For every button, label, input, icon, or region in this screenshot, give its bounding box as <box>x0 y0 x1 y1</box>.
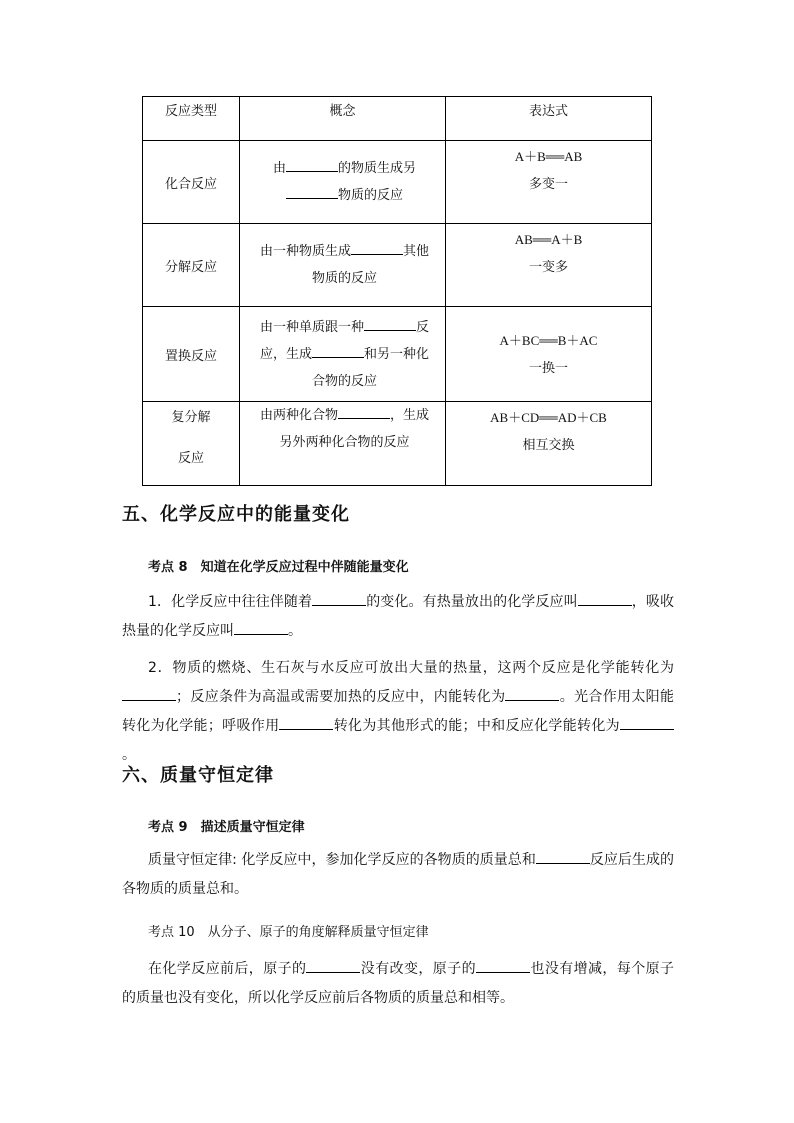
table-row <box>143 224 652 307</box>
fill-blank <box>364 317 416 331</box>
reaction-type-cell: 分解反应 <box>143 224 240 307</box>
reaction-pattern: 一变多 <box>528 260 568 275</box>
paragraph-mass-law: 质量守恒定律: 化学反应中，参加化学反应的各物质的质量总和 反应后生成的各物质的质量总和。 <box>122 846 674 904</box>
reaction-pattern: 一换一 <box>528 360 568 376</box>
paragraph-energy-2: 2．物质的燃烧、生石灰与水反应可放出大量的热量，这两个反应是化学能转化为；反应条件为高温或需要加热的反应中，内能转化为 。光合作用太阳能转化为化学能；呼吸作用 转化为其他形式的能；中和反应化学能转化为。 <box>122 660 675 763</box>
fill-blank <box>286 185 338 199</box>
fill-blank <box>286 158 338 172</box>
header-expression: 表达式 <box>446 97 652 141</box>
fill-blank <box>306 958 360 973</box>
expression-cell: A＋B══AB 多变一 <box>446 141 652 224</box>
reaction-type-table <box>142 96 652 486</box>
fill-blank <box>122 686 176 701</box>
reaction-type-cell: 化合反应 <box>143 141 240 224</box>
table-header-row <box>143 97 652 141</box>
reaction-type-cell: 置换反应 <box>143 307 240 402</box>
reaction-pattern: 多变一 <box>528 177 568 192</box>
fill-blank <box>578 591 632 606</box>
table-row <box>143 307 652 402</box>
fill-blank <box>620 715 674 730</box>
reaction-pattern: 相互交换 <box>522 438 575 453</box>
fill-blank <box>234 620 288 635</box>
fill-blank <box>338 405 390 419</box>
fill-blank <box>505 686 559 701</box>
fill-blank <box>312 344 364 358</box>
paragraph-energy-1: 1．化学反应中往往伴随着 的变化。有热量放出的化学反应叫 ，吸收热量的化学反应叫 。 <box>122 588 674 646</box>
expression-cell: A＋BC══B＋AC 一换一 <box>446 307 652 402</box>
concept-cell: 由一种物质生成 其他 物质的反应 <box>240 224 446 307</box>
header-reaction-type: 反应类型 <box>143 97 240 141</box>
concept-cell: 由 的物质生成另 物质的反应 <box>240 141 446 224</box>
paragraph-atomic-explanation: 在化学反应前后，原子的 没有改变，原子的 也没有增减，每个原子的质量也没有变化，所以化学反应前后各物质的质量总和相等。 <box>122 955 674 1013</box>
concept-cell: 由两种化合物 ，生成 另外两种化合物的反应 <box>240 402 446 486</box>
expression-cell: AB══A＋B 一变多 <box>446 224 652 307</box>
header-concept: 概念 <box>240 97 446 141</box>
fill-blank <box>351 241 403 255</box>
reaction-type-cell: 复分解 反应 <box>143 402 240 486</box>
kaodian-9: 考点 9 描述质量守恒定律 <box>148 820 305 835</box>
kaodian-10: 考点 10 从分子、原子的角度解释质量守恒定律 <box>148 925 429 940</box>
kaodian-8: 考点 8 知道在化学反应过程中伴随能量变化 <box>148 560 409 575</box>
fill-blank <box>536 849 590 864</box>
fill-blank <box>476 958 530 973</box>
expression-cell: AB＋CD══AD＋CB 相互交换 <box>446 402 652 486</box>
concept-cell: 由一种单质跟一种 反 应，生成 和另一种化 合物的反应 <box>240 307 446 402</box>
fill-blank <box>312 591 366 606</box>
fill-blank <box>279 715 333 730</box>
section-title-energy: 五、化学反应中的能量变化 <box>122 504 350 525</box>
table-row <box>143 402 652 486</box>
table-row <box>143 141 652 224</box>
section-title-mass-conservation: 六、质量守恒定律 <box>122 765 274 786</box>
